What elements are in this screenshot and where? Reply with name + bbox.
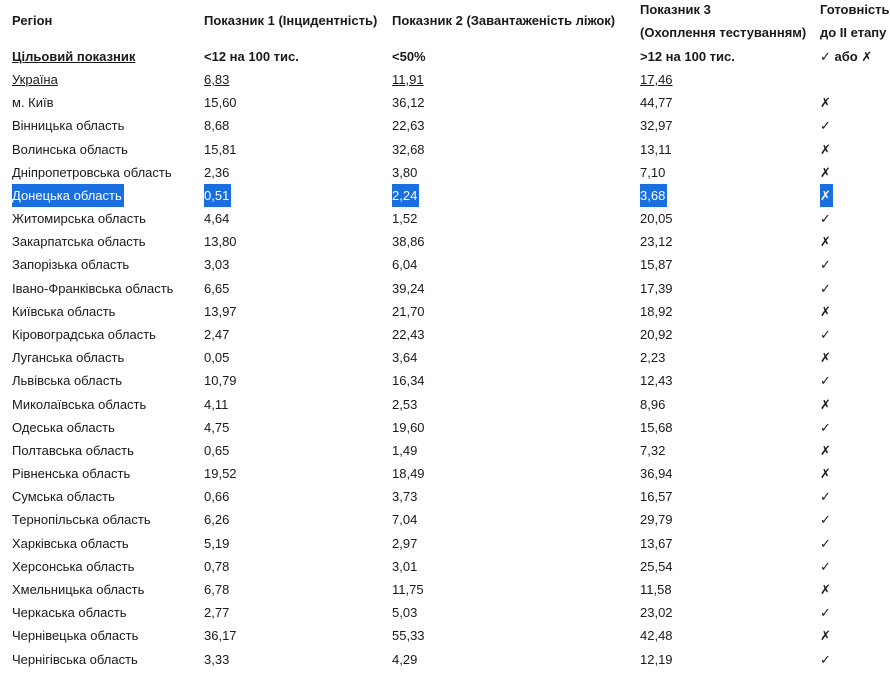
region-cell: Вінницька область — [12, 118, 125, 134]
indicator-3-cell: 2,23 — [640, 350, 666, 366]
indicator-2-cell: 2,24 — [392, 184, 419, 207]
readiness-cell: ✗ — [820, 303, 831, 319]
readiness-cell: ✗ — [820, 466, 831, 482]
readiness-cell: ✓ — [820, 419, 831, 435]
table-row — [0, 68, 890, 91]
indicator-1-cell: 6,26 — [204, 512, 230, 528]
table-row — [0, 439, 890, 462]
header-indicator-3-line1: Показник 3 — [640, 2, 711, 17]
indicator-2-cell: 1,52 — [392, 211, 418, 227]
indicator-2-cell: 3,80 — [392, 164, 418, 180]
region-cell: Полтавська область — [12, 442, 134, 458]
region-cell: Сумська область — [12, 489, 115, 505]
table-row — [0, 624, 890, 647]
readiness-cell: ✓ — [820, 211, 831, 227]
target-label: Цільовий показник — [12, 49, 136, 64]
readiness-cell: ✗ — [820, 628, 831, 644]
indicator-2-cell: 11,75 — [392, 581, 424, 597]
indicator-3-cell: 11,58 — [640, 581, 672, 597]
indicator-3-cell: 15,87 — [640, 257, 673, 273]
region-cell: Чернігівська область — [12, 651, 138, 667]
indicator-2-cell: 21,70 — [392, 303, 425, 319]
table-row — [0, 323, 890, 346]
indicator-3-cell: 20,92 — [640, 326, 673, 342]
readiness-cell: ✓ — [820, 280, 831, 296]
indicator-1-cell: 2,47 — [204, 326, 230, 342]
table-row — [0, 161, 890, 184]
indicator-2-cell: 16,34 — [392, 373, 425, 389]
indicator-1-cell: 0,05 — [204, 350, 230, 366]
indicator-3-cell: 8,96 — [640, 396, 666, 412]
indicator-1-cell: 36,17 — [204, 628, 237, 644]
indicator-3-cell: 7,10 — [640, 164, 666, 180]
header-readiness-line2: до ІІ етапу — [820, 25, 887, 40]
indicator-1-cell: 6,78 — [204, 581, 230, 597]
region-cell: Львівська область — [12, 373, 123, 389]
table-row — [0, 462, 890, 485]
indicator-2-cell: 1,49 — [392, 442, 418, 458]
table-row — [0, 532, 890, 555]
readiness-cell: ✗ — [820, 141, 831, 157]
header-region: Регіон — [12, 13, 53, 28]
region-cell: Миколаївська область — [12, 396, 147, 412]
region-cell: Івано-Франківська область — [12, 280, 174, 296]
indicator-2-cell: 22,63 — [392, 118, 425, 134]
readiness-cell: ✗ — [820, 234, 831, 250]
header-indicator-1: Показник 1 (Інцидентність) — [204, 13, 378, 28]
indicator-3-cell: 23,02 — [640, 605, 673, 621]
target-indicator-3: >12 на 100 тис. — [640, 49, 735, 64]
table-row — [0, 91, 890, 114]
indicator-1-cell: 6,83 — [204, 72, 230, 87]
region-cell: Волинська область — [12, 141, 128, 157]
indicator-3-cell: 36,94 — [640, 466, 673, 482]
indicator-2-cell: 4,29 — [392, 651, 418, 667]
indicator-1-cell: 0,65 — [204, 442, 230, 458]
indicator-3-cell: 20,05 — [640, 211, 673, 227]
region-cell: Чернівецька область — [12, 628, 139, 644]
indicator-1-cell: 15,81 — [204, 141, 237, 157]
readiness-cell: ✓ — [820, 326, 831, 342]
readiness-cell: ✗ — [820, 581, 831, 597]
header-indicator-3-line2: (Охоплення тестуванням) — [640, 25, 807, 40]
indicator-3-cell: 44,77 — [640, 95, 673, 111]
indicator-1-cell: 19,52 — [204, 466, 237, 482]
table-row — [0, 555, 890, 578]
indicator-2-cell: 2,53 — [392, 396, 418, 412]
target-indicator-1: <12 на 100 тис. — [204, 49, 299, 64]
region-cell: Запорізька область — [12, 257, 130, 273]
indicator-3-cell: 13,67 — [640, 535, 673, 551]
indicator-3-cell: 17,39 — [640, 280, 673, 296]
table-row — [0, 300, 890, 323]
readiness-cell: ✗ — [820, 95, 831, 111]
table-row — [0, 346, 890, 369]
table-row — [0, 508, 890, 531]
table-row — [0, 393, 890, 416]
region-cell: Хмельницька область — [12, 581, 145, 597]
indicator-3-cell: 3,68 — [640, 184, 667, 207]
indicator-2-cell: 39,24 — [392, 280, 425, 296]
header-indicator-2: Показник 2 (Завантаженість ліжок) — [392, 13, 616, 28]
readiness-cell: ✗ — [820, 350, 831, 366]
indicator-2-cell: 3,73 — [392, 489, 418, 505]
header-readiness-line1: Готовність — [820, 2, 890, 17]
region-cell: Житомирська область — [12, 211, 146, 227]
indicator-1-cell: 4,75 — [204, 419, 230, 435]
table-row — [0, 207, 890, 230]
target-readiness: ✓ або ✗ — [820, 49, 873, 64]
indicator-3-cell: 15,68 — [640, 419, 673, 435]
indicator-2-cell: 11,91 — [392, 72, 424, 87]
readiness-cell: ✓ — [820, 373, 831, 389]
indicator-1-cell: 13,97 — [204, 303, 237, 319]
indicator-3-cell: 32,97 — [640, 118, 673, 134]
indicator-3-cell: 25,54 — [640, 558, 673, 574]
readiness-cell: ✓ — [820, 605, 831, 621]
indicator-1-cell: 4,11 — [204, 396, 229, 412]
table-row — [0, 369, 890, 392]
indicator-1-cell: 13,80 — [204, 234, 237, 250]
table-row — [0, 253, 890, 276]
region-cell: Харківська область — [12, 535, 129, 551]
indicator-1-cell: 3,33 — [204, 651, 230, 667]
indicator-3-cell: 17,46 — [640, 72, 673, 87]
region-cell: Тернопільська область — [12, 512, 151, 528]
region-cell: м. Київ — [12, 95, 54, 111]
table-row — [0, 601, 890, 624]
indicator-2-cell: 3,64 — [392, 350, 418, 366]
indicator-3-cell: 42,48 — [640, 628, 673, 644]
indicator-2-cell: 36,12 — [392, 95, 425, 111]
indicator-1-cell: 0,51 — [204, 184, 231, 207]
indicator-1-cell: 8,68 — [204, 118, 230, 134]
readiness-cell: ✗ — [820, 164, 831, 180]
indicator-1-cell: 2,36 — [204, 164, 230, 180]
indicator-2-cell: 3,01 — [392, 558, 418, 574]
indicator-3-cell: 13,11 — [640, 141, 672, 157]
table-row — [0, 578, 890, 601]
indicator-1-cell: 5,19 — [204, 535, 230, 551]
readiness-cell: ✓ — [820, 512, 831, 528]
readiness-cell: ✓ — [820, 558, 831, 574]
table-row — [0, 648, 890, 671]
readiness-cell: ✓ — [820, 535, 831, 551]
indicator-3-cell: 23,12 — [640, 234, 673, 250]
indicator-1-cell: 2,77 — [204, 605, 230, 621]
indicator-2-cell: 2,97 — [392, 535, 418, 551]
indicator-1-cell: 0,66 — [204, 489, 230, 505]
readiness-cell: ✓ — [820, 118, 831, 134]
indicator-2-cell: 22,43 — [392, 326, 425, 342]
indicator-2-cell: 55,33 — [392, 628, 425, 644]
region-cell: Херсонська область — [12, 558, 135, 574]
table-row — [0, 114, 890, 137]
indicator-3-cell: 29,79 — [640, 512, 673, 528]
indicator-2-cell: 38,86 — [392, 234, 425, 250]
indicator-2-cell: 7,04 — [392, 512, 418, 528]
readiness-cell: ✗ — [820, 184, 833, 207]
region-cell: Київська область — [12, 303, 116, 319]
table-row — [0, 230, 890, 253]
indicator-3-cell: 18,92 — [640, 303, 673, 319]
indicator-1-cell: 10,79 — [204, 373, 237, 389]
indicator-3-cell: 16,57 — [640, 489, 673, 505]
region-cell: Рівненська область — [12, 466, 131, 482]
indicator-2-cell: 5,03 — [392, 605, 418, 621]
readiness-cell: ✗ — [820, 396, 831, 412]
indicator-1-cell: 4,64 — [204, 211, 230, 227]
region-cell: Одеська область — [12, 419, 115, 435]
indicator-3-cell: 12,19 — [640, 651, 673, 667]
table-row — [0, 184, 890, 207]
indicator-1-cell: 15,60 — [204, 95, 237, 111]
target-row — [0, 45, 890, 68]
indicator-1-cell: 3,03 — [204, 257, 230, 273]
indicator-2-cell: 19,60 — [392, 419, 425, 435]
table-row — [0, 485, 890, 508]
indicator-3-cell: 7,32 — [640, 442, 666, 458]
indicator-3-cell: 12,43 — [640, 373, 673, 389]
table-row — [0, 416, 890, 439]
region-cell: Закарпатська область — [12, 234, 146, 250]
indicator-1-cell: 0,78 — [204, 558, 230, 574]
indicator-1-cell: 6,65 — [204, 280, 230, 296]
region-cell: Дніпропетровська область — [12, 164, 172, 180]
indicator-2-cell: 32,68 — [392, 141, 425, 157]
readiness-cell: ✓ — [820, 489, 831, 505]
region-cell: Луганська область — [12, 350, 125, 366]
region-cell: Кіровоградська область — [12, 326, 156, 342]
region-cell: Черкаська область — [12, 605, 127, 621]
readiness-cell: ✗ — [820, 442, 831, 458]
indicator-2-cell: 6,04 — [392, 257, 418, 273]
table-row — [0, 277, 890, 300]
target-indicator-2: <50% — [392, 49, 426, 64]
table-row — [0, 138, 890, 161]
region-cell: Донецька область — [12, 184, 124, 207]
readiness-cell: ✓ — [820, 257, 831, 273]
region-cell: Україна — [12, 72, 58, 87]
indicator-2-cell: 18,49 — [392, 466, 425, 482]
readiness-cell: ✓ — [820, 651, 831, 667]
